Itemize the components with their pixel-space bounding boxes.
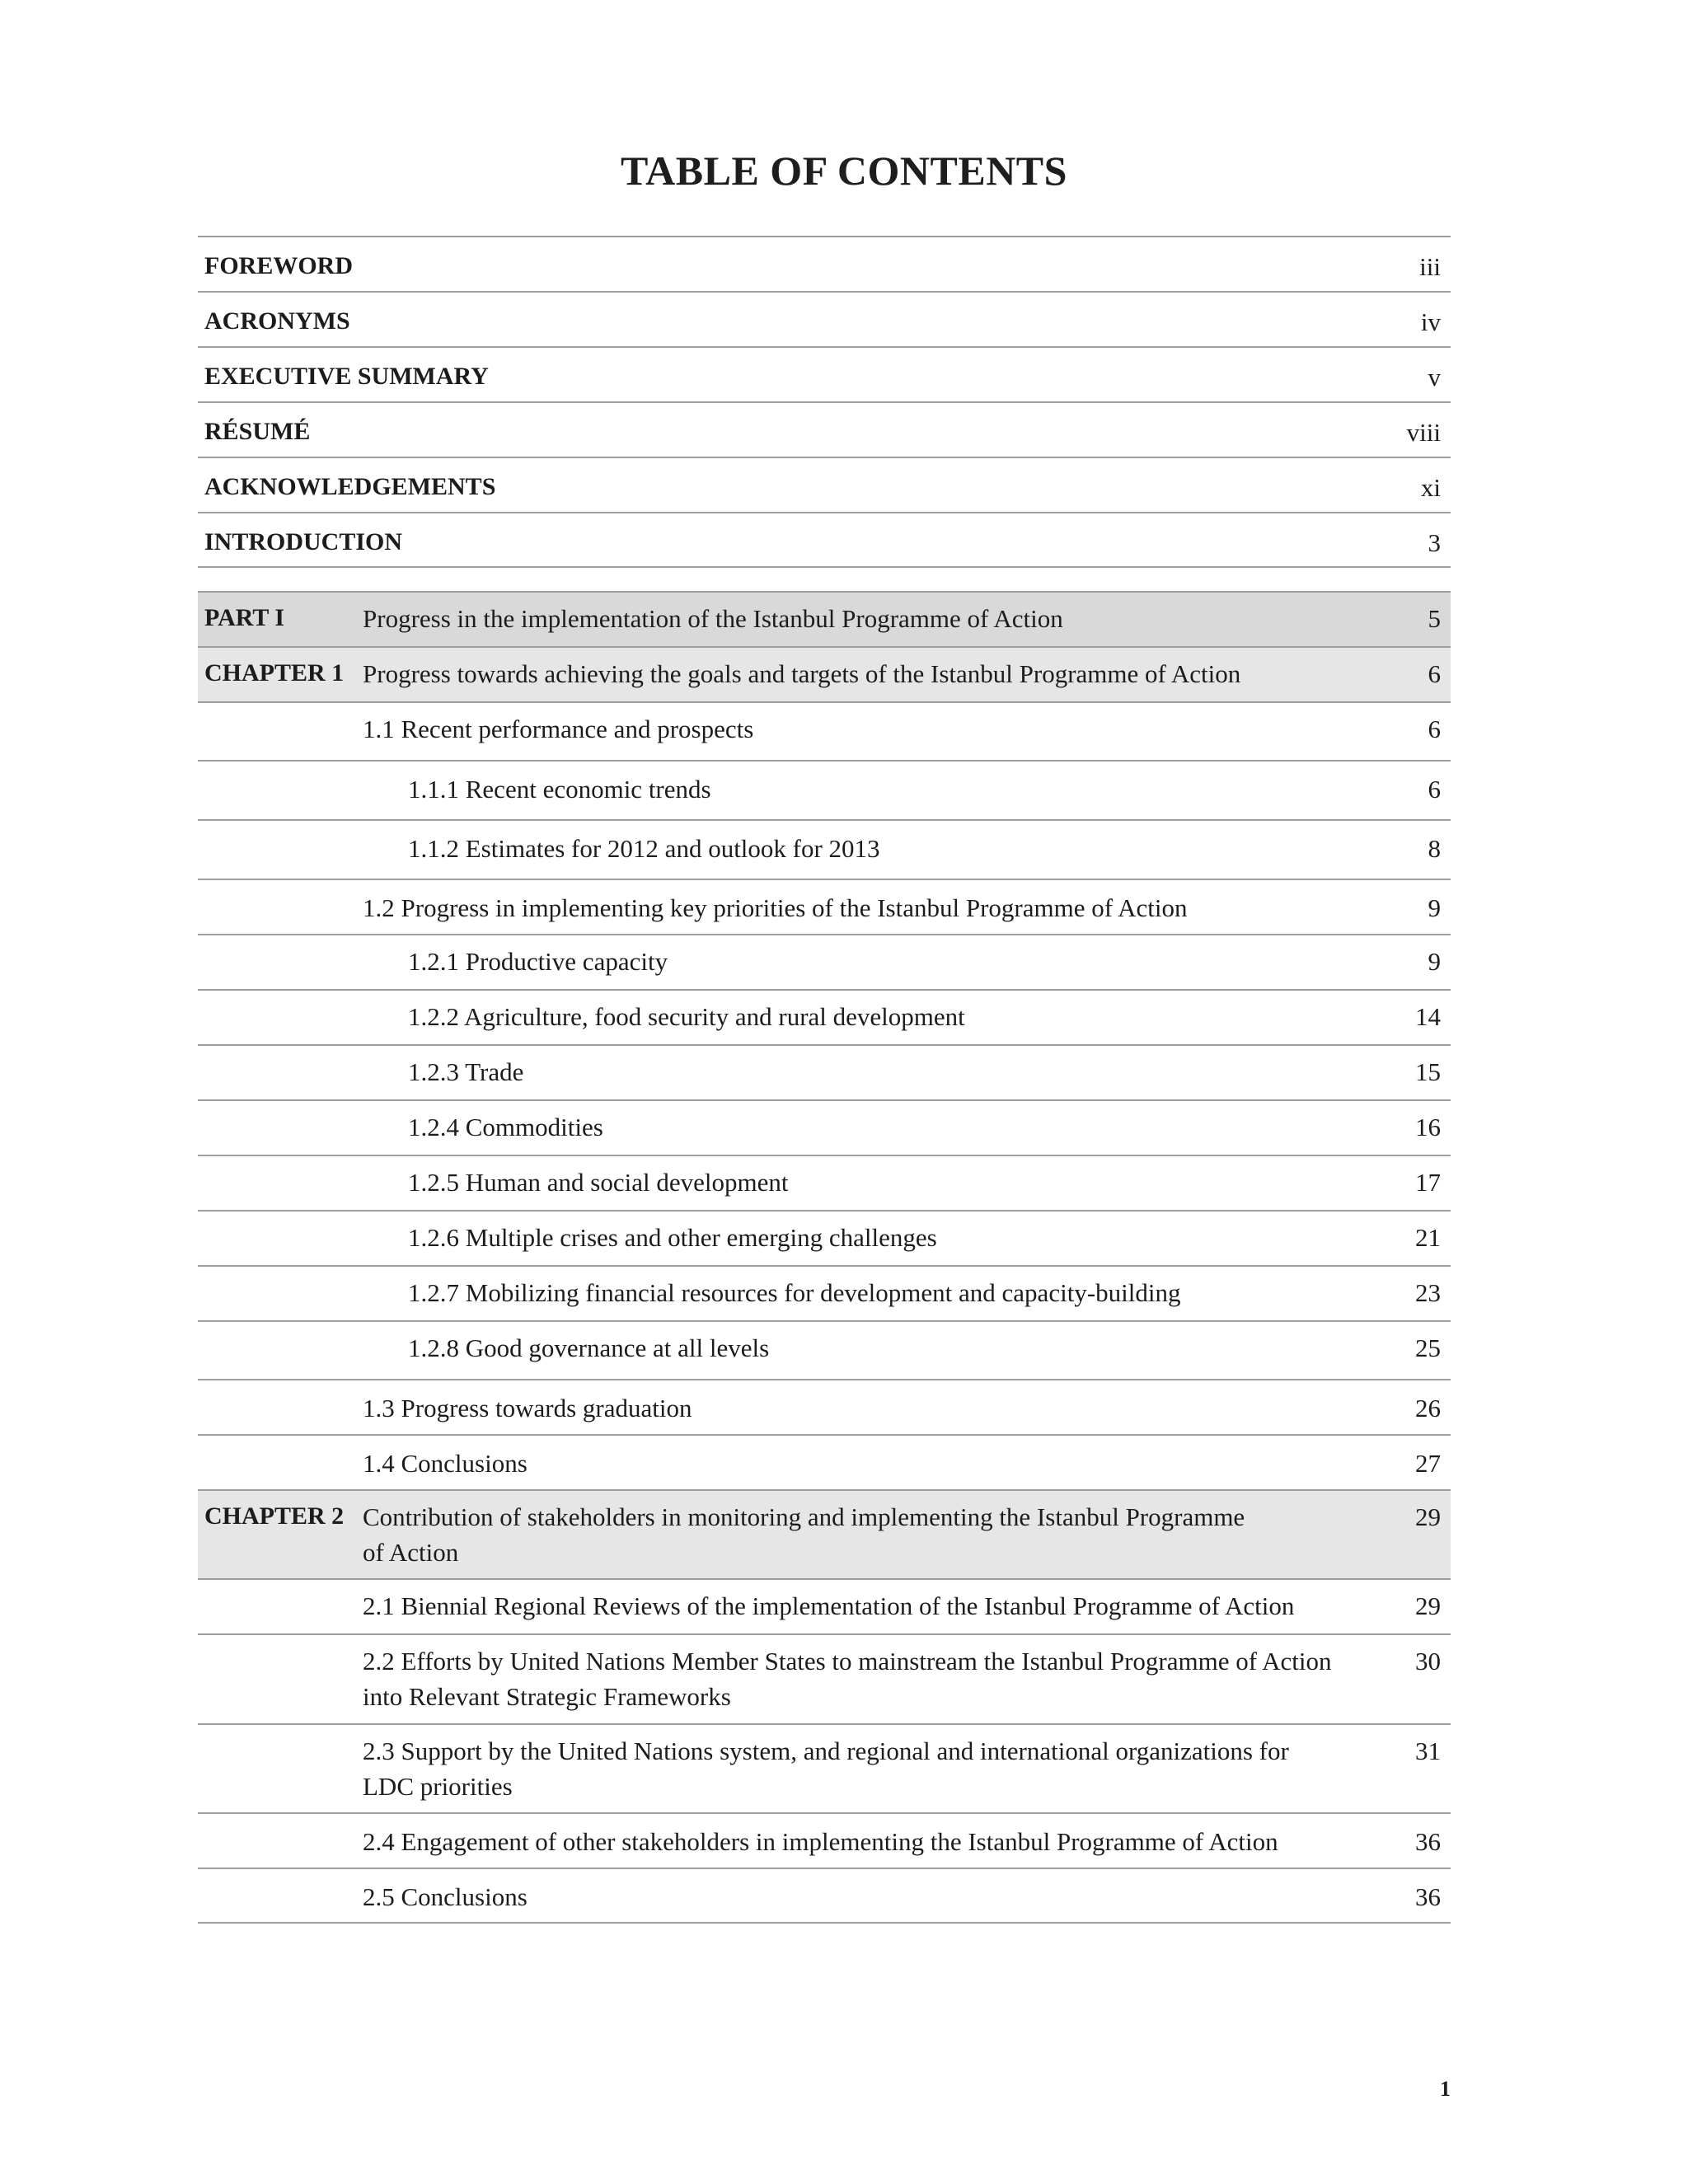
toc-row-resume[interactable] bbox=[198, 401, 1451, 457]
toc-page-number: 17 bbox=[1415, 1168, 1441, 1197]
toc-page-number: 5 bbox=[1428, 604, 1441, 633]
toc-row-section[interactable] bbox=[198, 1578, 1451, 1633]
toc-page-number: 21 bbox=[1415, 1223, 1441, 1252]
toc-page-number: 3 bbox=[1428, 528, 1441, 557]
toc-row-acronyms[interactable] bbox=[198, 291, 1451, 346]
toc-entry: 1.2.5 Human and social development bbox=[408, 1168, 789, 1197]
toc-page-number: 36 bbox=[1415, 1827, 1441, 1856]
toc-entry: 1.1.2 Estimates for 2012 and outlook for 2013 bbox=[408, 834, 880, 863]
chapter-title-line-1: Contribution of stakeholders in monitoring and implementing the Istanbul Programme bbox=[363, 1502, 1245, 1531]
toc-page-number: 6 bbox=[1428, 659, 1441, 688]
toc-page-number: iii bbox=[1419, 252, 1441, 281]
section-gap bbox=[198, 568, 1451, 591]
toc-page-number: 6 bbox=[1428, 715, 1441, 743]
toc-page-number: 15 bbox=[1415, 1057, 1441, 1086]
toc-row-subsection[interactable] bbox=[198, 934, 1451, 989]
toc-row-section[interactable] bbox=[198, 701, 1451, 760]
toc-row-executive-summary[interactable] bbox=[198, 346, 1451, 401]
toc-entry: 1.2.4 Commodities bbox=[408, 1113, 603, 1141]
part-label: PART I bbox=[204, 604, 285, 631]
toc-entry-line-2: into Relevant Strategic Frameworks bbox=[363, 1682, 731, 1711]
toc-page-number: viii bbox=[1406, 418, 1441, 447]
toc-entry: 1.2.7 Mobilizing financial resources for development and capacity-building bbox=[408, 1278, 1181, 1307]
toc-entry-line-1: 2.3 Support by the United Nations system, and regional and international organizations for bbox=[363, 1736, 1289, 1765]
toc-entry: 1.2.6 Multiple crises and other emerging challenges bbox=[408, 1223, 937, 1252]
toc-row-section[interactable] bbox=[198, 1633, 1451, 1723]
toc-page-number: 9 bbox=[1428, 947, 1441, 976]
toc-entry: 1.1.1 Recent economic trends bbox=[408, 775, 711, 804]
toc-row-subsection[interactable] bbox=[198, 819, 1451, 879]
toc-row-subsection[interactable] bbox=[198, 1320, 1451, 1379]
page-title: TABLE OF CONTENTS bbox=[621, 148, 1067, 194]
chapter-title: Progress towards achieving the goals and targets of the Istanbul Programme of Action bbox=[363, 659, 1241, 688]
toc-row-subsection[interactable] bbox=[198, 1265, 1451, 1320]
chapter-label: CHAPTER 2 bbox=[204, 1502, 345, 1530]
toc-page-number: 6 bbox=[1428, 775, 1441, 804]
chapter-label: CHAPTER 1 bbox=[204, 659, 345, 687]
toc-page-number: 9 bbox=[1428, 893, 1441, 922]
toc-row-section[interactable] bbox=[198, 1434, 1451, 1489]
part-title: Progress in the implementation of the Istanbul Programme of Action bbox=[363, 604, 1063, 633]
toc-entry-line-1: 2.2 Efforts by United Nations Member States to mainstream the Istanbul Programme of Action bbox=[363, 1647, 1332, 1675]
table-of-contents bbox=[198, 236, 1451, 1924]
toc-entry: 1.2.2 Agriculture, food security and rural development bbox=[408, 1002, 965, 1031]
toc-row-subsection[interactable] bbox=[198, 1099, 1451, 1155]
toc-entry: 2.1 Biennial Regional Reviews of the implementation of the Istanbul Programme of Action bbox=[363, 1591, 1295, 1620]
toc-label: ACRONYMS bbox=[204, 307, 350, 335]
toc-page-number: 36 bbox=[1415, 1882, 1441, 1911]
toc-page-number: xi bbox=[1420, 473, 1441, 502]
toc-entry: 1.3 Progress towards graduation bbox=[363, 1394, 692, 1422]
toc-row-introduction[interactable] bbox=[198, 512, 1451, 568]
toc-page-number: 30 bbox=[1415, 1647, 1441, 1675]
toc-entry-line-2: LDC priorities bbox=[363, 1772, 513, 1801]
toc-row-part-1[interactable] bbox=[198, 591, 1451, 646]
toc-entry: 1.2.3 Trade bbox=[408, 1057, 524, 1086]
toc-page-number: v bbox=[1428, 363, 1441, 391]
toc-row-foreword[interactable] bbox=[198, 236, 1451, 291]
toc-row-subsection[interactable] bbox=[198, 760, 1451, 819]
toc-row-subsection[interactable] bbox=[198, 1155, 1451, 1210]
toc-entry: 1.2 Progress in implementing key priorities of the Istanbul Programme of Action bbox=[363, 893, 1188, 922]
toc-entry: 2.5 Conclusions bbox=[363, 1882, 528, 1911]
toc-row-subsection[interactable] bbox=[198, 989, 1451, 1044]
toc-row-subsection[interactable] bbox=[198, 1210, 1451, 1265]
toc-label: INTRODUCTION bbox=[204, 528, 403, 555]
toc-page-number: 29 bbox=[1415, 1502, 1441, 1531]
chapter-title-line-2: of Action bbox=[363, 1538, 459, 1567]
toc-row-section[interactable] bbox=[198, 1812, 1451, 1868]
toc-row-subsection[interactable] bbox=[198, 1044, 1451, 1099]
page-footer-number: 1 bbox=[1440, 2077, 1451, 2101]
toc-row-chapter-2[interactable] bbox=[198, 1489, 1451, 1578]
toc-page-number: 31 bbox=[1415, 1736, 1441, 1765]
toc-entry: 1.2.1 Productive capacity bbox=[408, 947, 668, 976]
toc-label: EXECUTIVE SUMMARY bbox=[204, 363, 489, 390]
toc-row-section[interactable] bbox=[198, 1723, 1451, 1812]
toc-label: FOREWORD bbox=[204, 252, 353, 279]
toc-row-section[interactable] bbox=[198, 1868, 1451, 1924]
toc-page-number: 27 bbox=[1415, 1449, 1441, 1478]
toc-label: RÉSUMÉ bbox=[204, 418, 311, 445]
toc-entry: 2.4 Engagement of other stakeholders in implementing the Istanbul Programme of Action bbox=[363, 1827, 1278, 1856]
toc-entry: 1.2.8 Good governance at all levels bbox=[408, 1333, 770, 1362]
toc-row-section[interactable] bbox=[198, 1379, 1451, 1434]
toc-page-number: 25 bbox=[1415, 1333, 1441, 1362]
toc-page-number: 8 bbox=[1428, 834, 1441, 863]
toc-page-number: 26 bbox=[1415, 1394, 1441, 1422]
toc-page-number: iv bbox=[1420, 307, 1441, 336]
toc-page-number: 29 bbox=[1415, 1591, 1441, 1620]
toc-row-acknowledgements[interactable] bbox=[198, 457, 1451, 512]
toc-page-number: 16 bbox=[1415, 1113, 1441, 1141]
toc-entry: 1.4 Conclusions bbox=[363, 1449, 528, 1478]
toc-page-number: 23 bbox=[1415, 1278, 1441, 1307]
toc-entry: 1.1 Recent performance and prospects bbox=[363, 715, 754, 743]
toc-label: ACKNOWLEDGEMENTS bbox=[204, 473, 496, 500]
toc-row-section[interactable] bbox=[198, 879, 1451, 934]
toc-row-chapter-1[interactable] bbox=[198, 646, 1451, 701]
toc-page-number: 14 bbox=[1415, 1002, 1441, 1031]
